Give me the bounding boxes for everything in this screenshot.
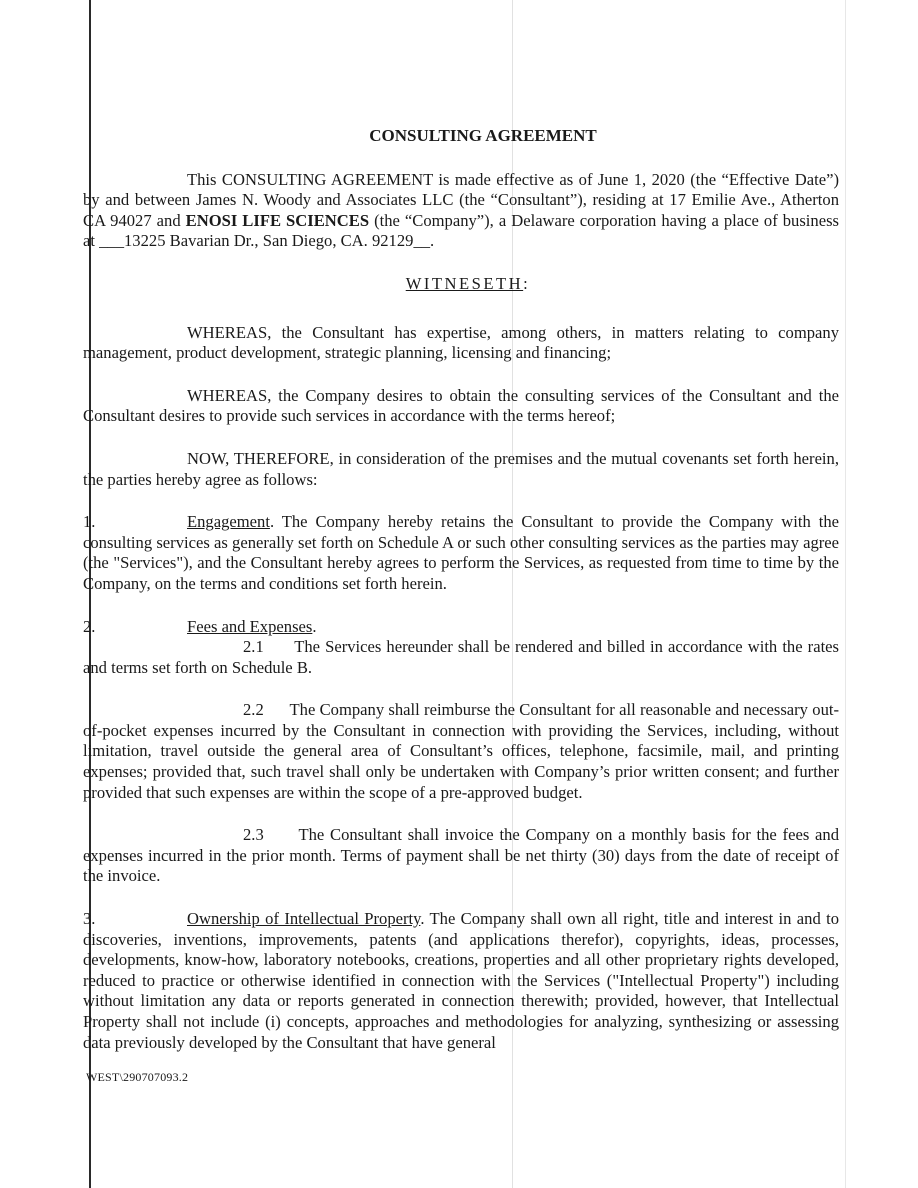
- subsection-2-2: [83, 700, 839, 803]
- intro-text-1: This CONSULTING AGREEMENT is made effective as of June 1, 2020 (the “Effective Date”) by and between James N. Woody and Associates LLC (the “Consultant”), residing at 17 Emilie Ave., Atherton CA 94027 and: [83, 169, 839, 230]
- section-2-heading: [83, 617, 839, 638]
- subsection-2-3: [83, 825, 839, 887]
- section-number: 1.: [83, 512, 96, 532]
- subsection-text: The Consultant shall invoice the Company on a monthly basis for the fees and expenses incurred in the prior month. Terms of payment shall be net thirty (30) days from the date of receipt of the invoice.: [83, 825, 840, 886]
- document-title: CONSULTING AGREEMENT: [369, 126, 597, 145]
- section-number: 3.: [83, 909, 96, 929]
- section-heading: Engagement: [187, 512, 270, 532]
- witnesseth-colon: :: [523, 273, 531, 293]
- document-body: [83, 118, 839, 1075]
- subsection-text: The Company shall reimburse the Consultant for all reasonable and necessary out-of-pocket expenses incurred by the Consultant in connection with providing the Services, including, without limitation, travel outside the general area of Consultant’s offices, telephone, facsimile, mail, and printing expenses; provided that, such travel shall only be undertaken with Company’s prior written consent; and further provided that such expenses are within the scope of a pre-approved budget.: [83, 700, 839, 802]
- intro-text-2: (the “Company”), a Delaware corporation having a place of business at ___13225 Bavarian Dr., San Diego, CA. 92129__.: [83, 210, 839, 251]
- subsection-number: 2.2: [243, 700, 264, 720]
- scan-edge-line-right: [845, 0, 846, 1188]
- subsection-number: 2.1: [243, 637, 264, 657]
- recital-paragraph: WHEREAS, the Consultant has expertise, among others, in matters relating to company management, product development, strategic planning, licensing and financing;: [83, 322, 839, 363]
- section-1: [83, 512, 839, 594]
- recital-paragraph: NOW, THEREFORE, in consideration of the premises and the mutual covenants set forth herein, the parties hereby agree as follows:: [83, 448, 839, 489]
- witnesseth-heading: [83, 274, 839, 295]
- intro-paragraph: [83, 170, 839, 252]
- subsection-number: 2.3: [243, 825, 264, 845]
- section-body: . The Company hereby retains the Consultant to provide the Company with the consulting services as generally set forth on Schedule A or such other consulting services as the parties may agree (the "Services"), and the Consultant hereby agrees to perform the Services, as requested from time to time by the Company, on the terms and conditions set forth herein.: [83, 512, 839, 593]
- subsection-2-1: [83, 637, 839, 678]
- subsection-text: The Services hereunder shall be rendered and billed in accordance with the rates and terms set forth on Schedule B.: [83, 637, 839, 677]
- section-body: . The Company shall own all right, title and interest in and to discoveries, inventions, improvements, patents (and applications therefor), copyrights, ideas, processes, developments, know-how, laboratory notebooks, creations, properties and all other proprietary rights developed, reduced to practice or otherwise identified in connection with the Services ("Intellectual Property") including without limitation any data or reports generated in connection therewith; provided, however, that Intellectual Property shall not include (i) concepts, approaches and methodologies for analyzing, synthesizing or assessing data previously developed by the Consultant that have general: [83, 909, 839, 1052]
- section-heading: Fees and Expenses: [187, 616, 313, 636]
- witnesseth-word: WITNESETH: [405, 273, 524, 293]
- section-number: 2.: [83, 616, 96, 636]
- company-name: ENOSI LIFE SCIENCES: [185, 210, 370, 230]
- recital-paragraph: WHEREAS, the Company desires to obtain the consulting services of the Consultant and the Consultant desires to provide such services in accordance with the terms hereof;: [83, 385, 839, 426]
- section-heading: Ownership of Intellectual Property: [187, 909, 421, 929]
- document-footer-id: WEST\290707093.2: [86, 1070, 189, 1084]
- section-heading-punct: .: [312, 616, 317, 636]
- section-3: [83, 909, 839, 1053]
